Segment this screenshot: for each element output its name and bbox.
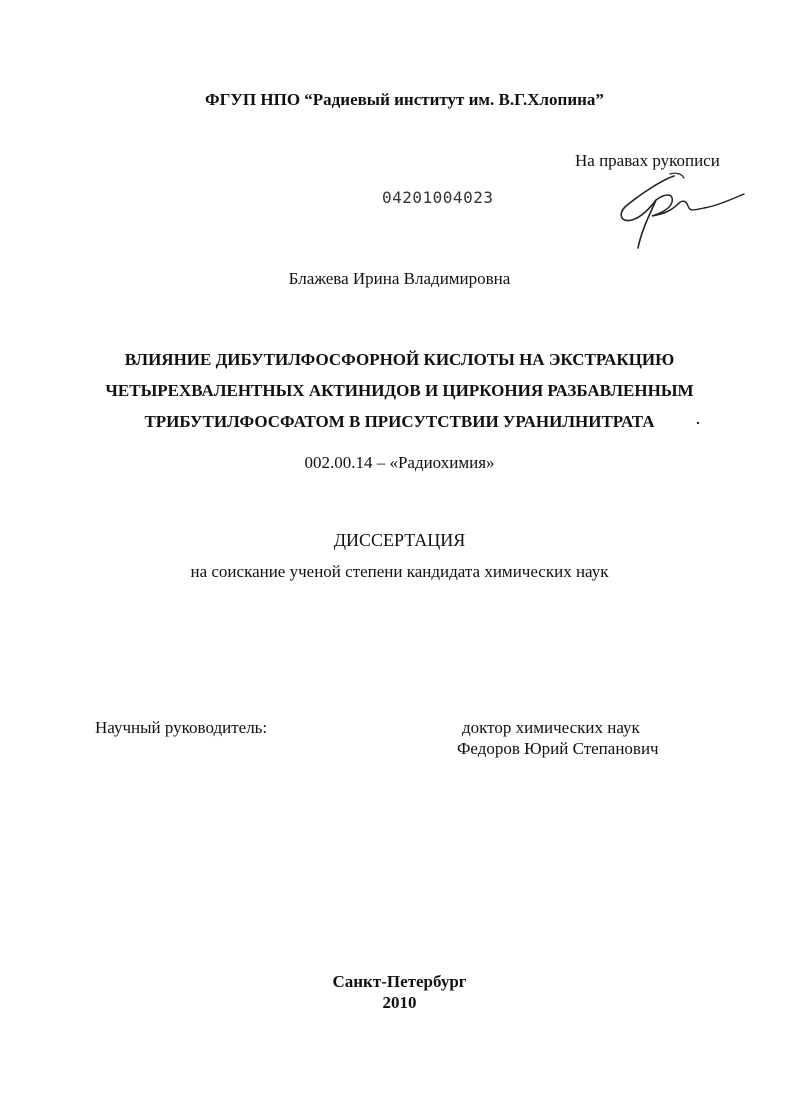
manuscript-note: На правах рукописи — [575, 151, 720, 170]
supervisor-label: Научный руководитель: — [95, 718, 268, 737]
title-line: ТРИБУТИЛФОСФАТОМ В ПРИСУТСТВИИ УРАНИЛНИТРАТА — [144, 412, 655, 431]
handwritten-signature — [612, 168, 752, 258]
title-line: ЧЕТЫРЕХВАЛЕНТНЫХ АКТИНИДОВ И ЦИРКОНИЯ РАЗБАВЛЕННЫМ — [105, 381, 694, 400]
registration-code: 04201004023 — [382, 188, 494, 207]
institution-name: ФГУП НПО “Радиевый институт им. В.Г.Хлопина” — [205, 90, 604, 109]
dissertation-title — [0, 344, 799, 437]
document-type: ДИССЕРТАЦИЯ — [333, 530, 466, 550]
year: 2010 — [382, 993, 417, 1012]
supervisor-name: Федоров Юрий Степанович — [457, 739, 659, 758]
city: Санкт-Петербург — [332, 972, 467, 991]
scan-speck — [697, 422, 699, 424]
degree-statement: на соискание ученой степени кандидата химических наук — [190, 562, 609, 581]
specialty-code: 002.00.14 – «Радиохимия» — [304, 453, 495, 472]
author-name: Блажева Ирина Владимировна — [288, 269, 511, 288]
title-line: ВЛИЯНИЕ ДИБУТИЛФОСФОРНОЙ КИСЛОТЫ НА ЭКСТРАКЦИЮ — [124, 350, 675, 369]
supervisor-degree: доктор химических наук — [462, 718, 640, 737]
